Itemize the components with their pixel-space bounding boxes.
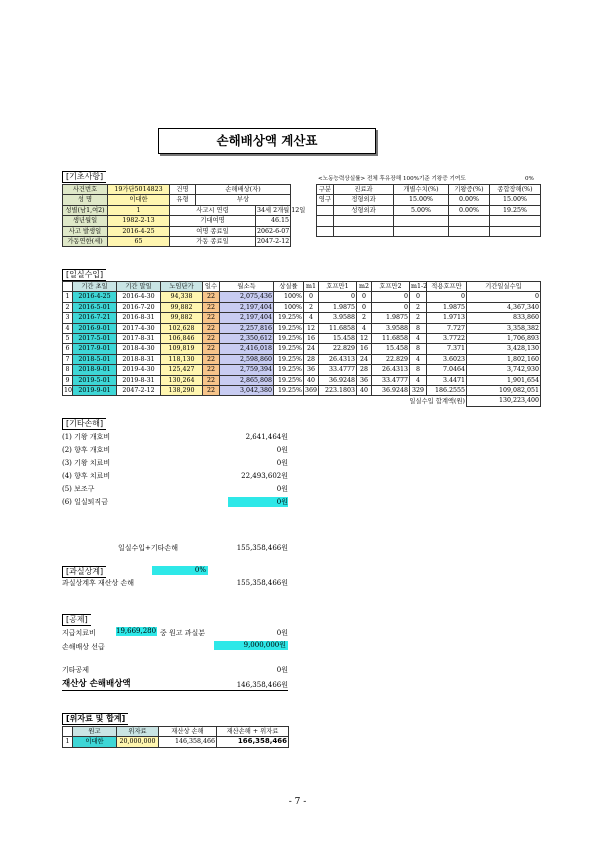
title-box bbox=[158, 128, 376, 154]
income-row bbox=[63, 292, 541, 302]
income-header-cell: 월소득 bbox=[220, 282, 274, 292]
income-cell: 0 bbox=[304, 292, 319, 302]
income-cell: 2047-2-12 bbox=[117, 386, 161, 396]
income-cell: 22 bbox=[203, 292, 220, 302]
basic-value: 2047-2-12 bbox=[257, 238, 290, 246]
income-cell: 19.25% bbox=[274, 375, 304, 385]
basic-label: 생년월일 bbox=[63, 216, 108, 226]
income-cell: 4 bbox=[410, 334, 427, 344]
income-cell: 2019-4-30 bbox=[117, 365, 161, 375]
basic-label: 건명 bbox=[170, 185, 196, 195]
income-cell: 7.371 bbox=[427, 344, 467, 354]
basic-heading: [기초사항] bbox=[62, 171, 106, 183]
income-cell: 100% bbox=[274, 292, 304, 302]
income-cell: 22 bbox=[203, 365, 220, 375]
basic-label: 사고시 연령 bbox=[170, 205, 256, 215]
income-header bbox=[63, 282, 541, 292]
other-item-label: (2) 향후 개호비 bbox=[62, 446, 111, 454]
sum-value: 155,358,466원 bbox=[236, 544, 288, 552]
income-header-cell: 기간일실수입 bbox=[467, 282, 541, 292]
basic-label: 가동연한(세) bbox=[63, 237, 108, 247]
income-cell: 33.4777 bbox=[319, 365, 357, 375]
income-cell: 2019-8-31 bbox=[117, 375, 161, 385]
summary-header-cell: 재산손해 + 위자료 bbox=[217, 727, 289, 737]
income-cell: 3,742,930 bbox=[467, 365, 541, 375]
income-header-cell: 상실률 bbox=[274, 282, 304, 292]
fault-value: 155,358,466원 bbox=[236, 579, 288, 587]
income-cell: 4 bbox=[304, 313, 319, 323]
basic-row bbox=[63, 205, 291, 215]
income-cell: 4 bbox=[357, 323, 372, 333]
deduction-heading: [공제] bbox=[62, 614, 91, 626]
income-cell: 12 bbox=[304, 323, 319, 333]
disability-cell: 5.00% bbox=[394, 205, 449, 215]
other-item bbox=[62, 470, 288, 483]
income-cell: 130,264 bbox=[161, 375, 203, 385]
other-list bbox=[62, 431, 288, 509]
income-cell: 109,819 bbox=[161, 344, 203, 354]
other-item-label: (3) 기왕 치료비 bbox=[62, 459, 111, 467]
income-cell: 19.25% bbox=[274, 386, 304, 396]
income-cell: 3,042,380 bbox=[220, 386, 274, 396]
income-cell: 9 bbox=[63, 375, 73, 385]
other-item bbox=[62, 444, 288, 457]
income-cell: 24 bbox=[357, 354, 372, 364]
income-cell: 2016-7-20 bbox=[117, 302, 161, 312]
disability-header-cell: 종합장해(%) bbox=[490, 185, 541, 195]
income-cell: 2,197,404 bbox=[220, 302, 274, 312]
summary-heading: [위자료 및 합계] bbox=[62, 713, 128, 725]
income-cell: 2019-5-01 bbox=[73, 375, 117, 385]
advance-value: 9,000,000원 bbox=[214, 641, 288, 650]
income-cell: 15.458 bbox=[372, 344, 410, 354]
income-header-cell: 적용호프만 bbox=[427, 282, 467, 292]
other-item-label: (5) 보조구 bbox=[62, 485, 95, 493]
basic-value: 65 bbox=[108, 237, 170, 247]
income-cell: 6 bbox=[63, 344, 73, 354]
income-header-cell: m2 bbox=[357, 282, 372, 292]
disability-cell: 성형외과 bbox=[334, 205, 394, 215]
income-total-label: 일실수입 합계액(원) bbox=[409, 397, 465, 405]
basic-label: 기대여명 bbox=[170, 216, 256, 226]
income-header-cell: 호프만1 bbox=[319, 282, 357, 292]
basic-value: 이대한 bbox=[108, 195, 170, 205]
income-cell: 2,759,394 bbox=[220, 365, 274, 375]
income-cell: 4 bbox=[63, 323, 73, 333]
basic-label: 가동 종료일 bbox=[170, 237, 256, 247]
income-cell: 3.6023 bbox=[427, 354, 467, 364]
basic-table bbox=[62, 184, 306, 247]
income-cell: 2016-8-31 bbox=[117, 313, 161, 323]
income-cell: 106,846 bbox=[161, 334, 203, 344]
basic-label: 사건번호 bbox=[63, 185, 108, 195]
income-cell: 2017-5-01 bbox=[73, 334, 117, 344]
basic-label: 여명 종료일 bbox=[170, 226, 256, 236]
income-cell: 1,706,893 bbox=[467, 334, 541, 344]
basic-row bbox=[63, 226, 291, 236]
treatment-result: 0원 bbox=[276, 629, 288, 637]
income-cell: 2,350,612 bbox=[220, 334, 274, 344]
income-cell: 2,416,018 bbox=[220, 344, 274, 354]
income-header-cell: 기간 말일 bbox=[117, 282, 161, 292]
income-cell: 22 bbox=[203, 323, 220, 333]
income-cell: 2016-9-01 bbox=[73, 323, 117, 333]
summary-cell: 166,358,466 bbox=[217, 737, 289, 747]
summary-header bbox=[63, 727, 289, 737]
income-cell: 8 bbox=[63, 365, 73, 375]
other-item bbox=[62, 457, 288, 470]
income-cell: 0 bbox=[319, 292, 357, 302]
income-cell: 3.7722 bbox=[427, 334, 467, 344]
income-cell: 0 bbox=[372, 302, 410, 312]
income-cell: 186.2555 bbox=[427, 386, 467, 396]
disability-cell bbox=[317, 205, 334, 215]
income-cell: 11.6858 bbox=[372, 334, 410, 344]
income-cell: 2018-5-01 bbox=[73, 354, 117, 364]
income-header-cell: 호프만2 bbox=[372, 282, 410, 292]
income-cell: 40 bbox=[304, 375, 319, 385]
disability-row bbox=[317, 226, 541, 236]
income-cell: 1,802,160 bbox=[467, 354, 541, 364]
disability-note: <노동능력상실률> 전체 후유장해 100%기준 기왕증 기여도 bbox=[318, 176, 466, 182]
income-cell: 2,598,860 bbox=[220, 354, 274, 364]
income-cell: 2018-9-01 bbox=[73, 365, 117, 375]
summary-cell: 이대한 bbox=[73, 737, 117, 747]
basic-label: 성 명 bbox=[63, 195, 108, 205]
income-cell: 125,427 bbox=[161, 365, 203, 375]
final-label: 재산상 손해배상액 bbox=[62, 679, 288, 691]
income-cell: 19.25% bbox=[274, 354, 304, 364]
income-cell: 0 bbox=[372, 292, 410, 302]
disability-cell: 15.00% bbox=[394, 195, 449, 205]
income-cell: 2018-8-31 bbox=[117, 354, 161, 364]
income-cell: 8 bbox=[410, 365, 427, 375]
income-table bbox=[62, 281, 541, 407]
income-cell: 22.829 bbox=[372, 354, 410, 364]
other-item-value: 2,641,464원 bbox=[245, 433, 288, 441]
income-row bbox=[63, 334, 541, 344]
income-cell: 8 bbox=[410, 323, 427, 333]
income-cell: 3.9588 bbox=[319, 313, 357, 323]
other-heading: [기타손해] bbox=[62, 418, 106, 430]
advance-label: 손해배상 선급 bbox=[62, 643, 105, 651]
basic-value: 1982-2-13 bbox=[108, 216, 170, 226]
income-cell: 22 bbox=[203, 375, 220, 385]
disability-header bbox=[317, 185, 541, 195]
income-total-value: 130,223,400 bbox=[467, 396, 541, 406]
income-cell: 1,901,654 bbox=[467, 375, 541, 385]
treatment-label: 지급치료비 bbox=[62, 629, 96, 637]
basic-value: 부상 bbox=[196, 195, 291, 205]
income-cell: 0 bbox=[427, 292, 467, 302]
summary-table bbox=[62, 726, 289, 748]
income-cell: 2,865,808 bbox=[220, 375, 274, 385]
other-item-value: 0원 bbox=[228, 497, 288, 507]
income-cell: 2017-4-30 bbox=[117, 323, 161, 333]
income-cell: 2017-9-01 bbox=[73, 344, 117, 354]
income-cell: 118,130 bbox=[161, 354, 203, 364]
other-deduction-label: 기타공제 bbox=[62, 666, 90, 674]
income-header-cell: m1-2 bbox=[411, 283, 428, 290]
income-cell: 223.1803 bbox=[319, 386, 357, 396]
income-cell: 2,075,436 bbox=[220, 292, 274, 302]
income-cell: 36 bbox=[304, 365, 319, 375]
disability-cell: 영구 bbox=[317, 195, 334, 205]
income-cell: 26.4313 bbox=[319, 354, 357, 364]
disability-row bbox=[317, 216, 541, 226]
income-cell: 2,257,816 bbox=[220, 323, 274, 333]
income-cell: 0 bbox=[467, 292, 541, 302]
basic-value: 2062-6-07 bbox=[257, 227, 290, 235]
income-row bbox=[63, 323, 541, 333]
income-cell: 99,882 bbox=[161, 302, 203, 312]
income-cell: 16 bbox=[357, 344, 372, 354]
income-cell: 102,628 bbox=[161, 323, 203, 333]
disability-header-cell: 기왕증(%) bbox=[449, 185, 490, 195]
income-cell: 22 bbox=[203, 334, 220, 344]
disability-row bbox=[317, 205, 541, 215]
basic-value: 46.15 bbox=[256, 216, 291, 226]
income-cell: 19.25% bbox=[274, 334, 304, 344]
other-item bbox=[62, 483, 288, 496]
basic-value: 19가단5014823 bbox=[108, 185, 170, 195]
fault-heading: [과실상계] bbox=[62, 566, 106, 578]
income-cell: 40 bbox=[357, 386, 372, 396]
income-cell: 2016-5-01 bbox=[73, 302, 117, 312]
basic-row bbox=[63, 237, 291, 247]
income-cell: 2019-9-01 bbox=[73, 386, 117, 396]
income-cell: 8 bbox=[410, 344, 427, 354]
basic-value: 2016-4-25 bbox=[108, 226, 170, 236]
income-cell: 2 bbox=[357, 313, 372, 323]
basic-label: 사고 발생일 bbox=[63, 226, 108, 236]
income-cell: 833,860 bbox=[467, 313, 541, 323]
income-cell: 1 bbox=[63, 292, 73, 302]
summary-header-cell: 위자료 bbox=[117, 727, 159, 737]
income-cell: 1.9875 bbox=[427, 302, 467, 312]
income-cell: 2 bbox=[410, 302, 427, 312]
other-item-value: 0원 bbox=[276, 459, 288, 467]
income-cell: 7.727 bbox=[427, 323, 467, 333]
fault-label: 과실상계후 재산상 손해 bbox=[62, 579, 135, 587]
summary-cell: 1 bbox=[63, 737, 73, 747]
treatment-suffix: 중 원고 과실분 bbox=[160, 629, 206, 637]
income-cell: 329 bbox=[410, 386, 427, 396]
income-cell: 3 bbox=[63, 313, 73, 323]
income-cell: 2 bbox=[304, 302, 319, 312]
income-header-cell: 노임단가 bbox=[161, 282, 203, 292]
other-item-label: (4) 향후 치료비 bbox=[62, 472, 111, 480]
income-cell: 28 bbox=[357, 365, 372, 375]
summary-header-cell: 재산상 손해 bbox=[159, 727, 217, 737]
income-cell: 22 bbox=[203, 313, 220, 323]
income-cell: 26.4313 bbox=[372, 365, 410, 375]
basic-row bbox=[63, 185, 291, 195]
income-cell: 1.9713 bbox=[427, 313, 467, 323]
income-cell: 0 bbox=[410, 292, 427, 302]
income-cell: 15.458 bbox=[319, 334, 357, 344]
income-cell: 24 bbox=[304, 344, 319, 354]
income-cell: 5 bbox=[63, 334, 73, 344]
summary-header-cell bbox=[63, 727, 73, 737]
income-row bbox=[63, 354, 541, 364]
basic-value: 손해배상(자) bbox=[196, 185, 291, 195]
income-header-cell bbox=[63, 282, 73, 292]
other-item-value: 22,493,602원 bbox=[241, 472, 288, 480]
income-heading: [일실수입] bbox=[62, 269, 106, 281]
basic-label: 성별(남1,여2) bbox=[63, 205, 108, 215]
income-cell: 2 bbox=[410, 313, 427, 323]
income-cell: 36 bbox=[357, 375, 372, 385]
income-cell: 22 bbox=[203, 344, 220, 354]
income-cell: 7 bbox=[63, 354, 73, 364]
other-item-label: (6) 일실퇴직금 bbox=[62, 498, 108, 506]
summary-row bbox=[63, 737, 289, 747]
income-header-cell: 기간 초일 bbox=[73, 282, 117, 292]
disability-table bbox=[316, 184, 541, 237]
other-item bbox=[62, 496, 288, 509]
income-cell: 19.25% bbox=[274, 365, 304, 375]
income-cell: 138,290 bbox=[161, 386, 203, 396]
disability-cell: 0.00% bbox=[449, 195, 490, 205]
basic-row bbox=[63, 195, 291, 205]
income-cell: 100% bbox=[274, 302, 304, 312]
summary-cell: 20,000,000 bbox=[117, 737, 159, 747]
income-cell: 2 bbox=[63, 302, 73, 312]
treatment-value: 19,669,280 bbox=[116, 627, 157, 635]
income-cell: 19.25% bbox=[274, 323, 304, 333]
income-cell: 28 bbox=[304, 354, 319, 364]
page-title: 손해배상액 계산표 bbox=[216, 133, 318, 148]
income-cell: 22 bbox=[203, 386, 220, 396]
income-cell: 19.25% bbox=[274, 344, 304, 354]
income-cell: 2016-7-21 bbox=[73, 313, 117, 323]
income-cell: 22 bbox=[203, 354, 220, 364]
basic-value: 1 bbox=[108, 205, 170, 215]
other-item-value: 0원 bbox=[276, 446, 288, 454]
disability-cell: 15.00% bbox=[490, 195, 541, 205]
disability-row bbox=[317, 195, 541, 205]
income-cell: 22.829 bbox=[319, 344, 357, 354]
income-row bbox=[63, 313, 541, 323]
other-deduction-value: 0원 bbox=[276, 666, 288, 674]
income-row bbox=[63, 302, 541, 312]
income-cell: 16 bbox=[304, 334, 319, 344]
other-item-label: (1) 기왕 개호비 bbox=[62, 433, 111, 441]
disability-cell: 19.25% bbox=[490, 205, 541, 215]
income-cell: 36.9248 bbox=[319, 375, 357, 385]
page-number: - 7 - bbox=[288, 797, 307, 807]
income-cell: 2018-4-30 bbox=[117, 344, 161, 354]
income-cell: 2017-8-31 bbox=[117, 334, 161, 344]
income-cell: 3,358,382 bbox=[467, 323, 541, 333]
income-header-cell: m1 bbox=[304, 282, 319, 292]
income-cell: 99,882 bbox=[161, 313, 203, 323]
income-cell: 369 bbox=[305, 387, 318, 395]
income-cell: 0 bbox=[357, 292, 372, 302]
income-cell: 0 bbox=[357, 302, 372, 312]
income-cell: 1.9875 bbox=[319, 302, 357, 312]
income-cell: 3,428,130 bbox=[467, 344, 541, 354]
disability-header-cell: 개별수치(%) bbox=[394, 185, 449, 195]
sum-label: 일실수입+기타손해 bbox=[118, 544, 178, 552]
other-item-value: 0원 bbox=[276, 485, 288, 493]
income-cell: 11.6858 bbox=[319, 323, 357, 333]
income-cell: 19.25% bbox=[274, 313, 304, 323]
income-cell: 7.0464 bbox=[427, 365, 467, 375]
summary-cell: 146,358,466 bbox=[159, 737, 217, 747]
income-header-cell: 일수 bbox=[203, 282, 220, 292]
basic-label: 유형 bbox=[170, 195, 196, 205]
income-cell: 3.9588 bbox=[372, 323, 410, 333]
disability-cell: 정형외과 bbox=[334, 195, 394, 205]
income-cell: 2016-4-25 bbox=[73, 292, 117, 302]
income-cell: 94,338 bbox=[161, 292, 203, 302]
income-cell: 22 bbox=[203, 302, 220, 312]
income-cell: 36.9248 bbox=[372, 386, 410, 396]
disability-header-cell: 구분 bbox=[317, 185, 334, 195]
income-row bbox=[63, 344, 541, 354]
basic-row bbox=[63, 216, 291, 226]
income-row bbox=[63, 386, 541, 396]
income-cell: 2016-4-30 bbox=[117, 292, 161, 302]
final-value: 146,358,466원 bbox=[236, 681, 288, 689]
income-cell: 4 bbox=[410, 354, 427, 364]
summary-header-cell: 원고 bbox=[73, 727, 117, 737]
income-cell: 2,197,404 bbox=[220, 313, 274, 323]
income-cell: 1.9875 bbox=[372, 313, 410, 323]
income-cell: 3.4471 bbox=[427, 375, 467, 385]
fault-rate: 0% bbox=[152, 566, 208, 575]
basic-value: 34세 2개월 12일 bbox=[257, 206, 306, 214]
other-item bbox=[62, 431, 288, 444]
income-cell: 4,367,340 bbox=[467, 302, 541, 312]
income-cell: 109,082,051 bbox=[467, 386, 541, 396]
income-cell: 10 bbox=[64, 387, 73, 395]
income-cell: 4 bbox=[410, 375, 427, 385]
disability-cell: 0.00% bbox=[449, 205, 490, 215]
income-row bbox=[63, 365, 541, 375]
income-cell: 12 bbox=[357, 334, 372, 344]
income-total-row bbox=[63, 396, 541, 406]
income-cell: 33.4777 bbox=[372, 375, 410, 385]
income-row bbox=[63, 375, 541, 385]
disability-header-cell: 진료과 bbox=[334, 185, 394, 195]
disability-note-right: 0% bbox=[525, 176, 534, 182]
